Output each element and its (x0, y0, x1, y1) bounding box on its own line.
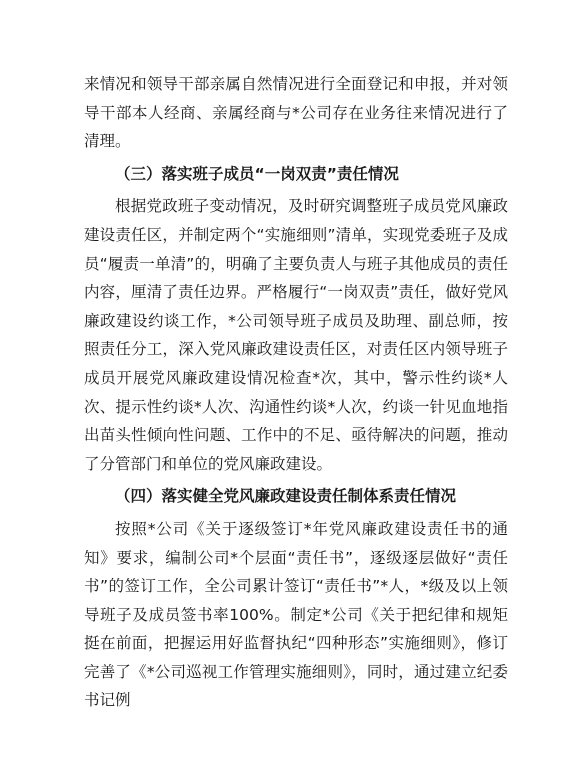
section-heading-3: （三）落实班子成员“一岗双责”责任情况 (115, 164, 399, 183)
paragraph-section-4: 按照*公司《关于逐级签订*年党风廉政建设责任书的通知》要求，编制公司*个层面“责任书”，逐级逐层做好“责任书”的签订工作，全公司累计签订“责任书”*人，*级及以上领导班子及成员签书率100%。制定*公司《关于把纪律和规矩挺在前面，把握运用好监督执纪“四种形态”实施细则》，修订完善了《*公司巡视工作管理实施细则》，同时，通过建立纪委书记例 (84, 519, 508, 710)
section-heading-4: （四）落实健全党风廉政建设责任制体系责任情况 (115, 487, 457, 506)
paragraph-section-3: 根据党政班子变动情况，及时研究调整班子成员党风廉政建设责任区，并制定两个“实施细则”清单，实现党委班子及成员“履责一单清”的，明确了主要负责人与班子其他成员的责任内容，厘清了责任边界。严格履行“一岗双责”责任，做好党风廉政建设约谈工作，*公司领导班子成员及助理、副总师，按照责任分工，深入党风廉政建设责任区，对责任区内领导班子成员开展党风廉政建设情况检查*次，其中，警示性约谈*人次、提示性约谈*人次、沟通性约谈*人次，约谈一针见血地指出苗头性倾向性问题、工作中的不足、亟待解决的问题，推动了分管部门和单位的党风廉政建设。 (84, 197, 508, 473)
paragraph-continuation: 来情况和领导干部亲属自然情况进行全面登记和申报，并对领导干部本人经商、亲属经商与*公司存在业务往来情况进行了清理。 (84, 75, 508, 151)
document-body (84, 70, 508, 715)
